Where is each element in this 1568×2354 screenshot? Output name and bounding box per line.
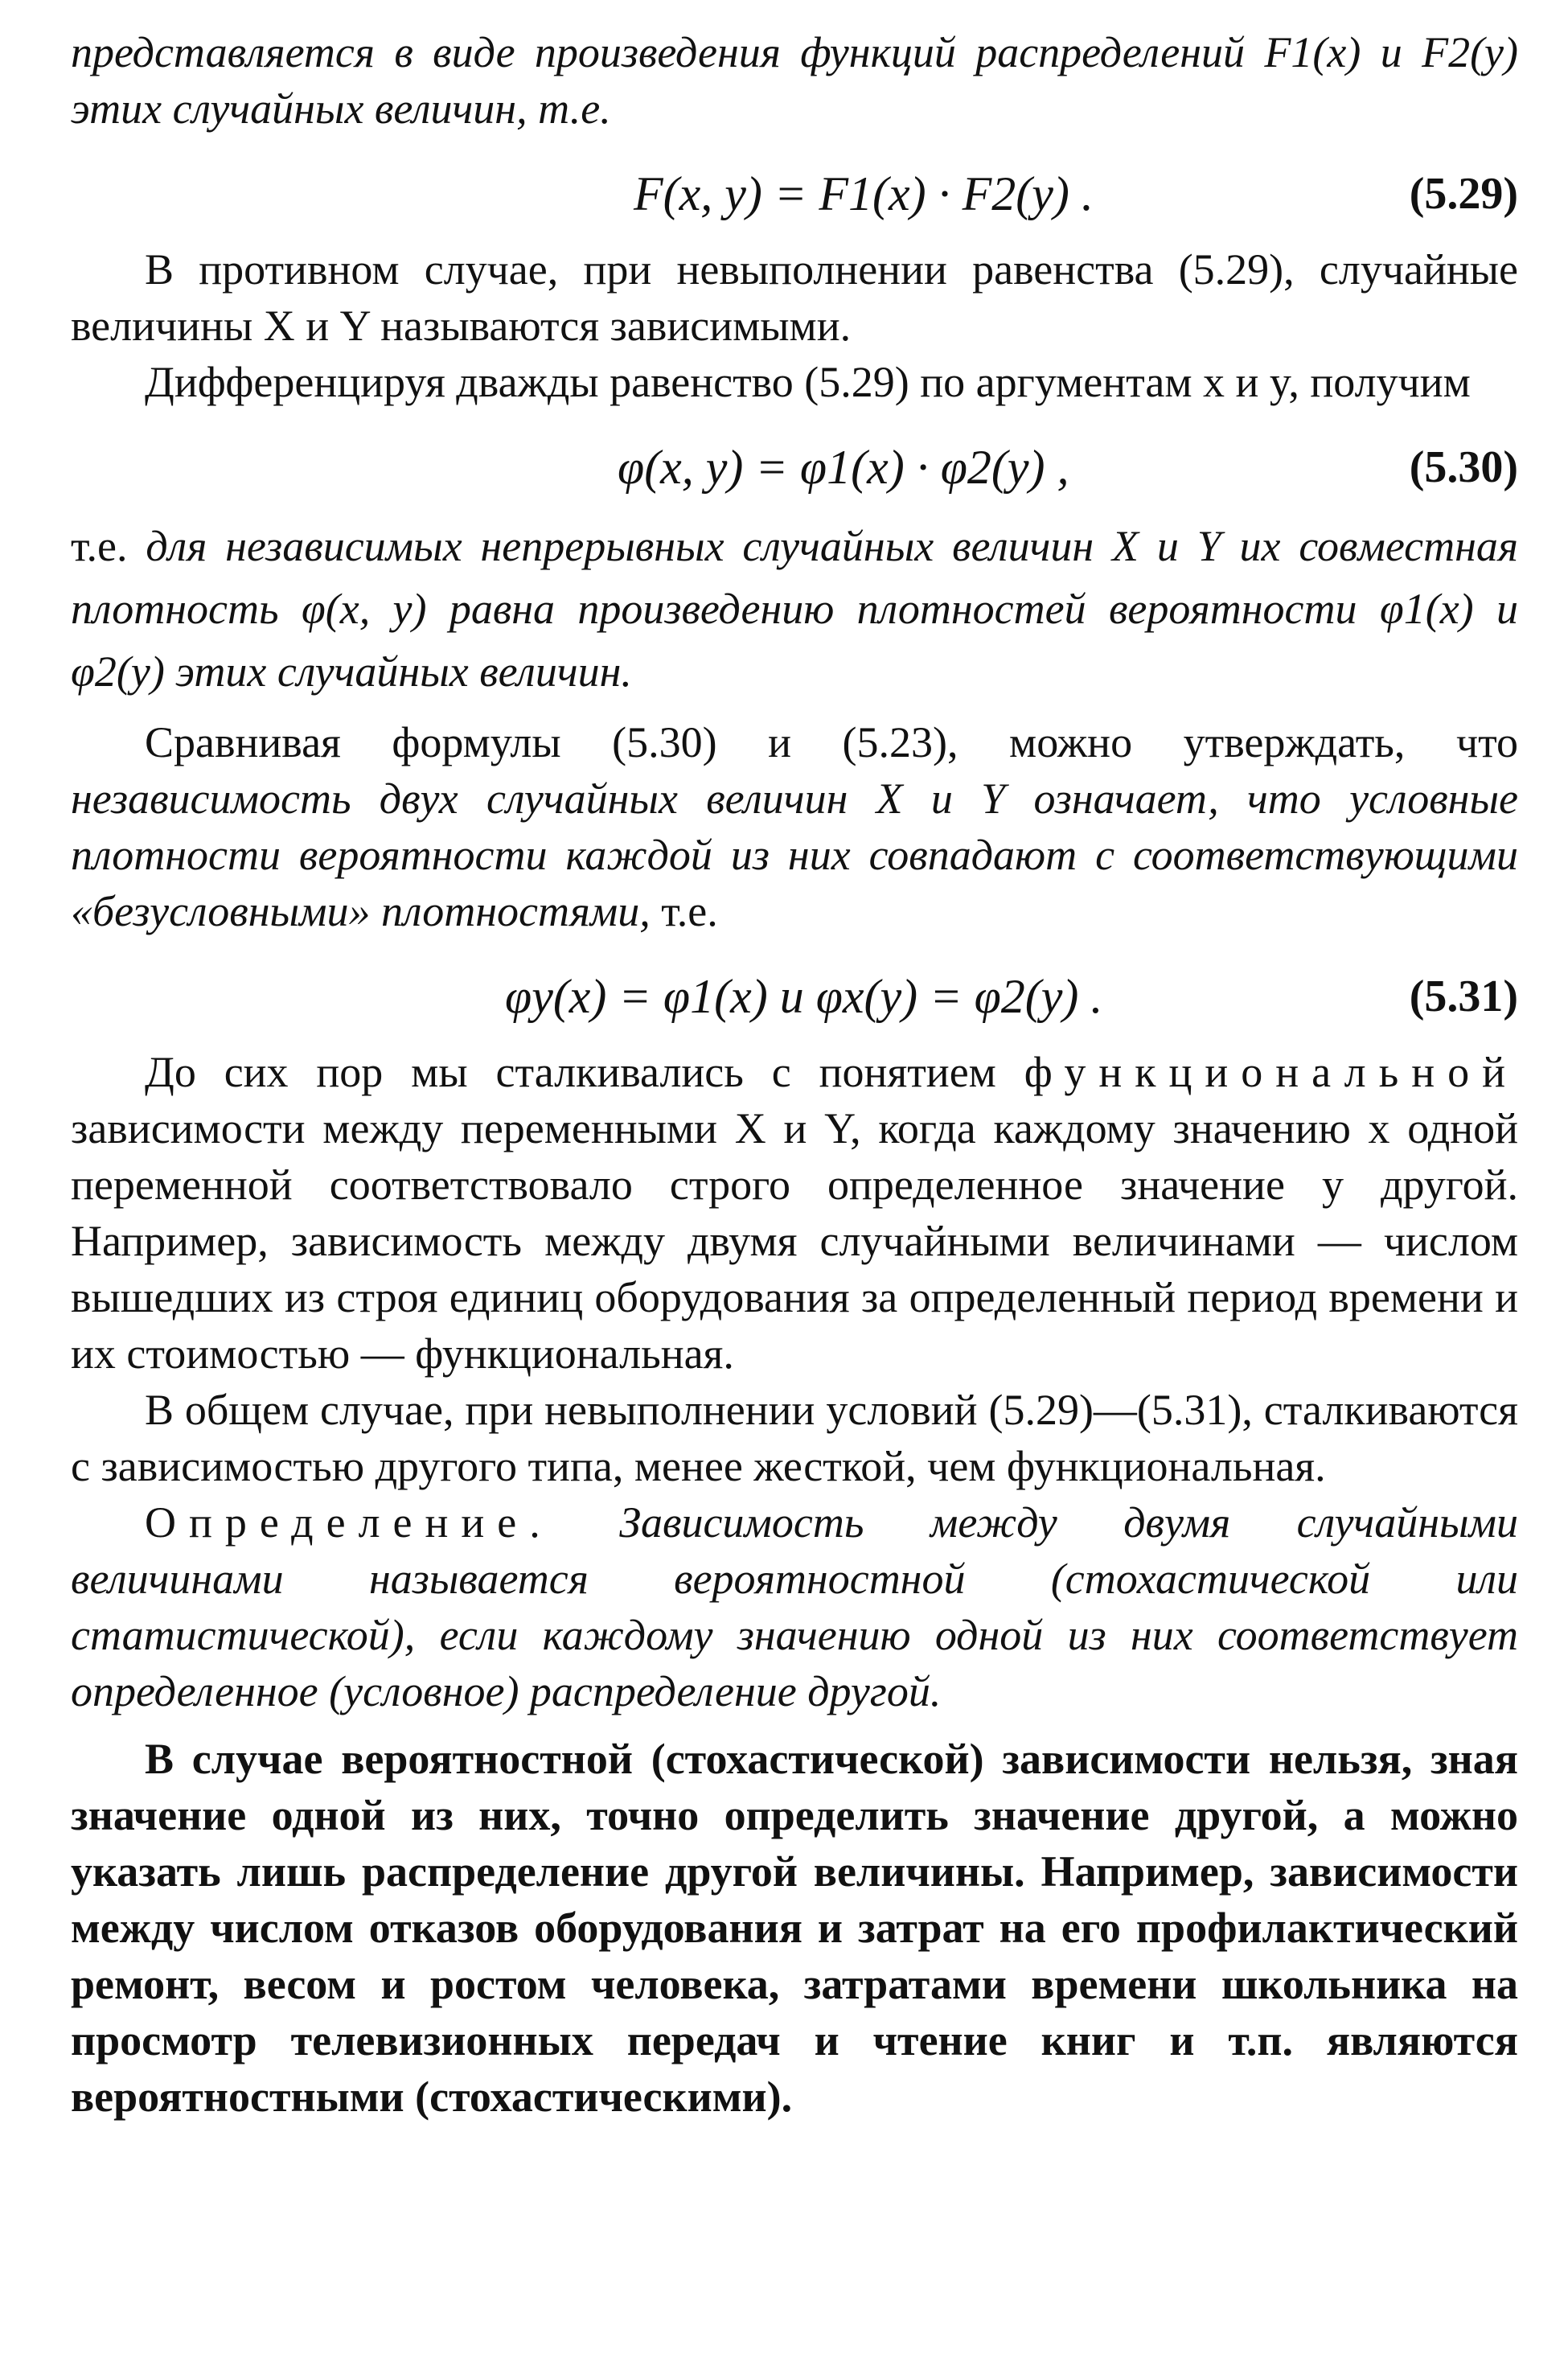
formula-5-31-number: (5.31) (1409, 972, 1518, 1021)
paragraph-functional-spaced-term: функциональной (1024, 1048, 1518, 1096)
paragraph-functional-text: зависимости между переменными X и Y, когда каждому значению x одной переменной соответствовало строго определенное значение y другой. Например, зависимость между двумя случайными величинами — числом вышедших из строя единиц оборудования за определенный период времени и их стоимостью — функциональная. (71, 1104, 1518, 1378)
paragraph-general-case-text: В общем случае, при невыполнении условий (5.29)—(5.31), сталкиваются с зависимостью другого типа, менее жесткой, чем функциональная. (71, 1386, 1518, 1490)
intro-text: представляется в виде произведения функций распределений F1(x) и F2(y) этих случайных величин, т.е. (71, 28, 1518, 133)
paragraph-joint-density (71, 515, 1518, 703)
formula-5-31 (71, 939, 1518, 1044)
formula-5-29-expression: F(x, y) = F1(x) · F2(y) . (634, 167, 1094, 220)
definition-text: Зависимость между двумя случайными величинами называется вероятностной (стохастической или статистической), если каждому значению одной из них соответствует определенное (условное) распределение другой. (71, 1498, 1519, 1715)
paragraph-comparing-lead: Сравнивая формулы (5.30) и (5.23), можно утверждать, что (145, 718, 1518, 766)
formula-5-30-expression: φ(x, y) = φ1(x) · φ2(y) , (618, 441, 1069, 494)
paragraph-joint-density-lead: т.е. (71, 522, 128, 570)
definition-label: Определение. (145, 1498, 553, 1547)
paragraph-general-case (71, 1382, 1518, 1494)
formula-5-29 (71, 137, 1518, 241)
paragraph-dependent (71, 241, 1518, 354)
formula-5-30-number: (5.30) (1409, 442, 1518, 492)
paragraph-differentiating (71, 354, 1518, 410)
paragraph-intro (71, 24, 1518, 137)
paragraph-differentiating-text: Дифференцируя дважды равенство (5.29) по аргументам x и y, получим (145, 358, 1471, 406)
formula-5-29-number: (5.29) (1409, 169, 1518, 219)
paragraph-comparing-tail: т.е. (661, 887, 718, 935)
document-page (71, 24, 1518, 2125)
paragraph-joint-density-text: для независимых непрерывных случайных величин X и Y их совместная плотность φ(x, y) равна произведению плотностей вероятности φ1(x) и φ2(y) этих случайных величин. (71, 522, 1518, 696)
paragraph-dependent-text: В противном случае, при невыполнении равенства (5.29), случайные величины X и Y называются зависимыми. (71, 245, 1518, 350)
paragraph-comparing-text: независимость двух случайных величин X и Y означает, что условные плотности вероятности каждой из них совпадают с соответствующими «безусловными» плотностями, (71, 774, 1518, 935)
paragraph-functional (71, 1044, 1518, 1382)
paragraph-functional-lead: До сих пор мы сталкивались с понятием (145, 1048, 996, 1096)
paragraph-stochastic (71, 1731, 1518, 2125)
paragraph-stochastic-text: В случае вероятностной (стохастической) зависимости нельзя, зная значение одной из них, точно определить значение другой, а можно указать лишь распределение другой величины. Например, зависимости между числом отказов оборудования и затрат на его профилактический ремонт, весом и ростом человека, затратами времени школьника на просмотр телевизионных передач и чтение книг и т.п. являются вероятностными (стохастическими). (71, 1735, 1518, 2121)
formula-5-31-expression: φy(x) = φ1(x) и φx(y) = φ2(y) . (505, 970, 1103, 1023)
paragraph-definition (71, 1494, 1518, 1719)
formula-5-30 (71, 410, 1518, 515)
paragraph-comparing (71, 714, 1518, 939)
